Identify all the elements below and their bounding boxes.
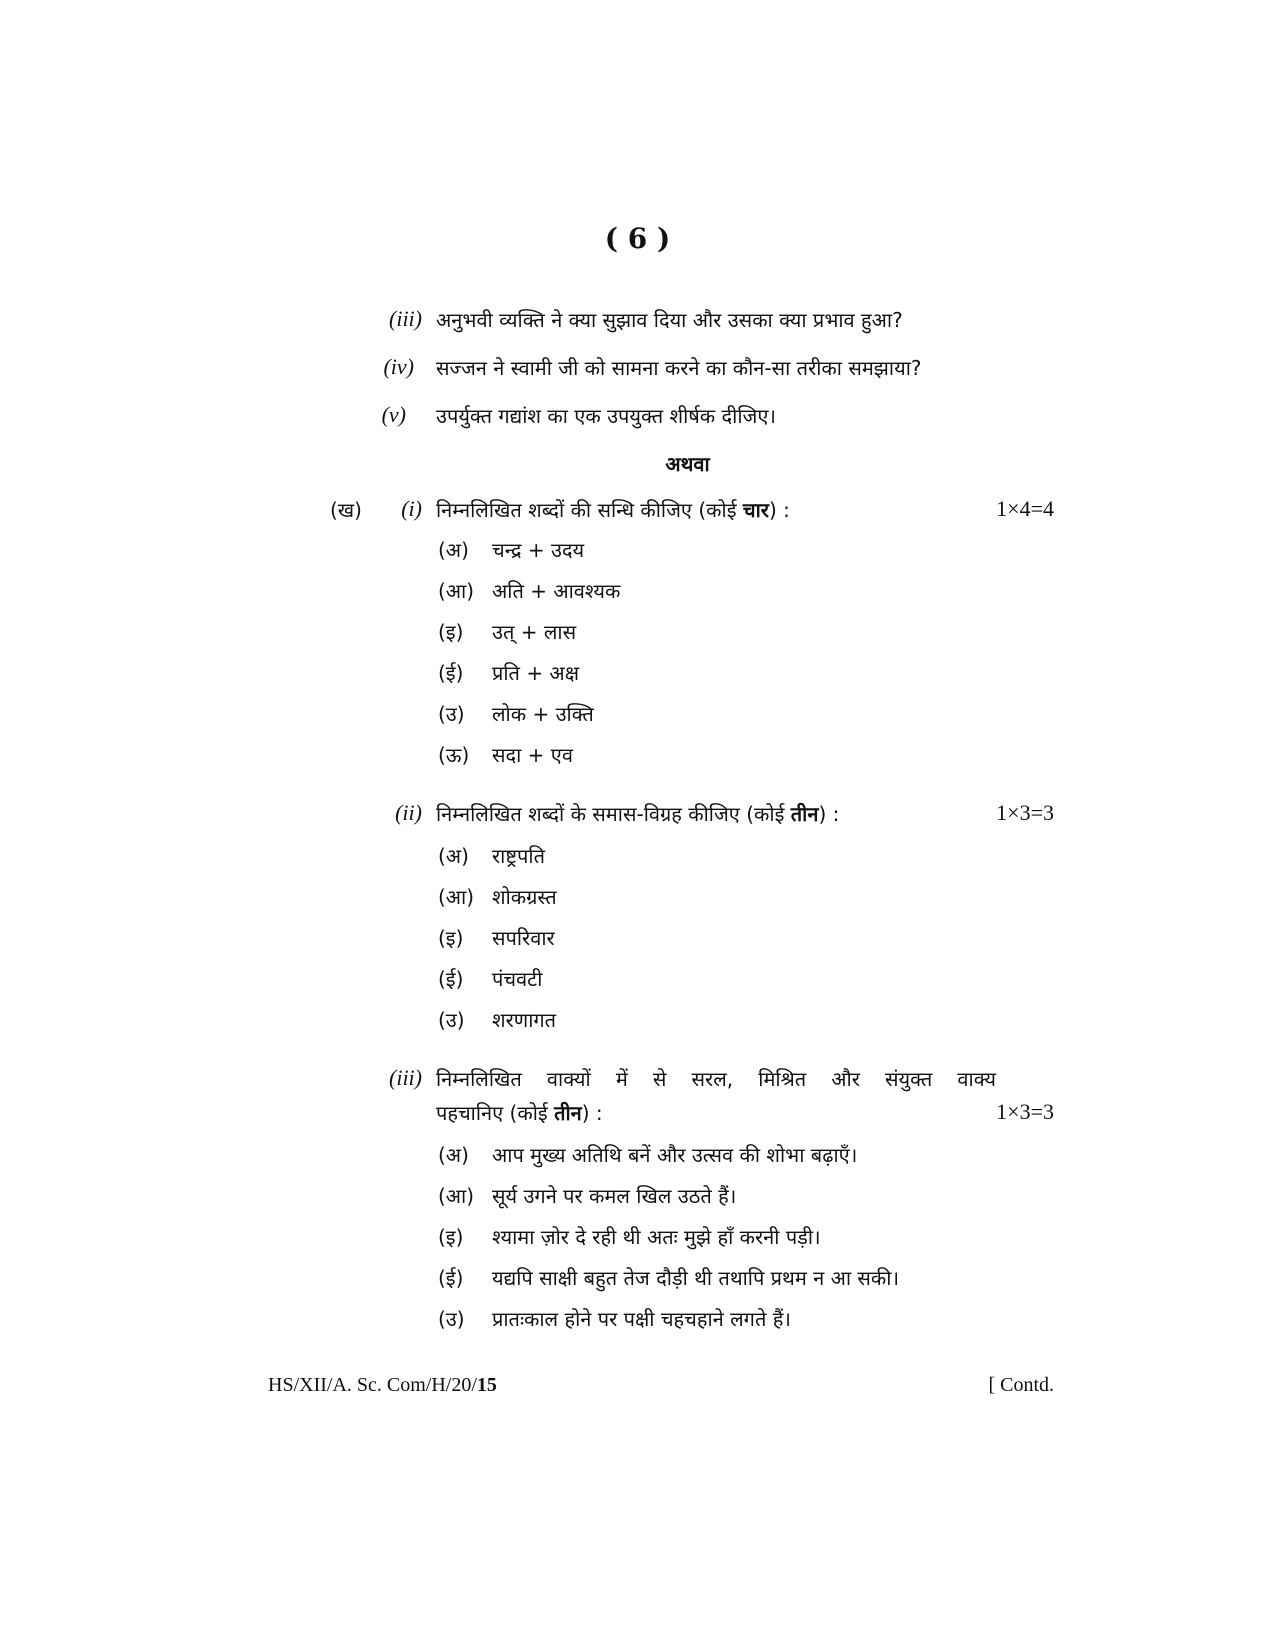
question-number: (ii) — [395, 800, 422, 825]
option-text: उत् + लास — [492, 620, 577, 644]
option-text: यद्यपि साक्षी बहुत तेज दौड़ी थी तथापि प्रथम न आ सकी। — [492, 1266, 900, 1290]
question-number: (i) — [401, 496, 422, 521]
option-letter: (ई) — [438, 1266, 464, 1290]
option-letter: (अ) — [438, 1143, 469, 1167]
question-text: अनुभवी व्यक्ति ने क्या सुझाव दिया और उसका क्या प्रभाव हुआ? — [436, 308, 903, 332]
question-number: (v) — [381, 402, 406, 427]
question-text: निम्नलिखित वाक्यों में से सरल, मिश्रित और संयुक्त वाक्य — [436, 1067, 996, 1091]
option-text: प्रातःकाल होने पर पक्षी चहचहाने लगते हैं। — [492, 1307, 791, 1331]
option-text: शरणागत — [492, 1008, 557, 1032]
option-letter: (अ) — [438, 844, 469, 868]
page-number: ( 6 ) — [604, 222, 671, 255]
option-letter: (इ) — [438, 1225, 464, 1249]
option-letter: (ऊ) — [438, 743, 470, 767]
option-text: आप मुख्य अतिथि बनें और उत्सव की शोभा बढ़ाएँ। — [492, 1143, 858, 1167]
option-letter: (इ) — [438, 926, 464, 950]
option-letter: (आ) — [438, 885, 475, 909]
option-letter: (ई) — [438, 661, 464, 685]
option-letter: (उ) — [438, 1008, 465, 1032]
option-text: सपरिवार — [492, 926, 555, 950]
paper-code: HS/XII/A. Sc. Com/H/20/15 — [268, 1374, 497, 1396]
option-letter: (आ) — [438, 579, 475, 603]
option-text: लोक + उक्ति — [492, 702, 594, 726]
question-number: (iii) — [389, 1065, 422, 1090]
option-text: अति + आवश्यक — [492, 579, 621, 603]
option-text: सूर्य उगने पर कमल खिल उठते हैं। — [492, 1184, 737, 1208]
option-letter: (इ) — [438, 620, 464, 644]
or-heading: अथवा — [665, 452, 710, 476]
question-text: उपर्युक्त गद्यांश का एक उपयुक्त शीर्षक दीजिए। — [436, 404, 776, 428]
question-text: पहचानिए (कोई तीन) : — [436, 1101, 603, 1125]
question-text: निम्नलिखित शब्दों की सन्धि कीजिए (कोई चार) : — [436, 498, 790, 522]
option-text: शोकग्रस्त — [492, 885, 557, 909]
option-text: सदा + एव — [492, 743, 573, 767]
option-text: पंचवटी — [492, 967, 543, 991]
question-text: निम्नलिखित शब्दों के समास-विग्रह कीजिए (कोई तीन) : — [436, 802, 840, 826]
option-letter: (उ) — [438, 702, 465, 726]
option-letter: (उ) — [438, 1307, 465, 1331]
option-letter: (अ) — [438, 538, 469, 562]
question-number: (iii) — [389, 306, 422, 331]
continued-note: [ Contd. — [988, 1374, 1054, 1396]
option-text: राष्ट्रपति — [492, 844, 545, 868]
marks: 1×4=4 — [996, 496, 1054, 521]
option-letter: (आ) — [438, 1184, 475, 1208]
option-text: श्यामा ज़ोर दे रही थी अतः मुझे हाँ करनी पड़ी। — [492, 1225, 821, 1249]
question-number: (iv) — [383, 354, 414, 379]
marks: 1×3=3 — [996, 800, 1054, 825]
section-label: (ख) — [330, 498, 362, 522]
option-text: चन्द्र + उदय — [492, 538, 585, 562]
question-text: सज्जन ने स्वामी जी को सामना करने का कौन-सा तरीका समझाया? — [436, 356, 922, 380]
marks: 1×3=3 — [996, 1099, 1054, 1124]
option-text: प्रति + अक्ष — [492, 661, 580, 685]
option-letter: (ई) — [438, 967, 464, 991]
